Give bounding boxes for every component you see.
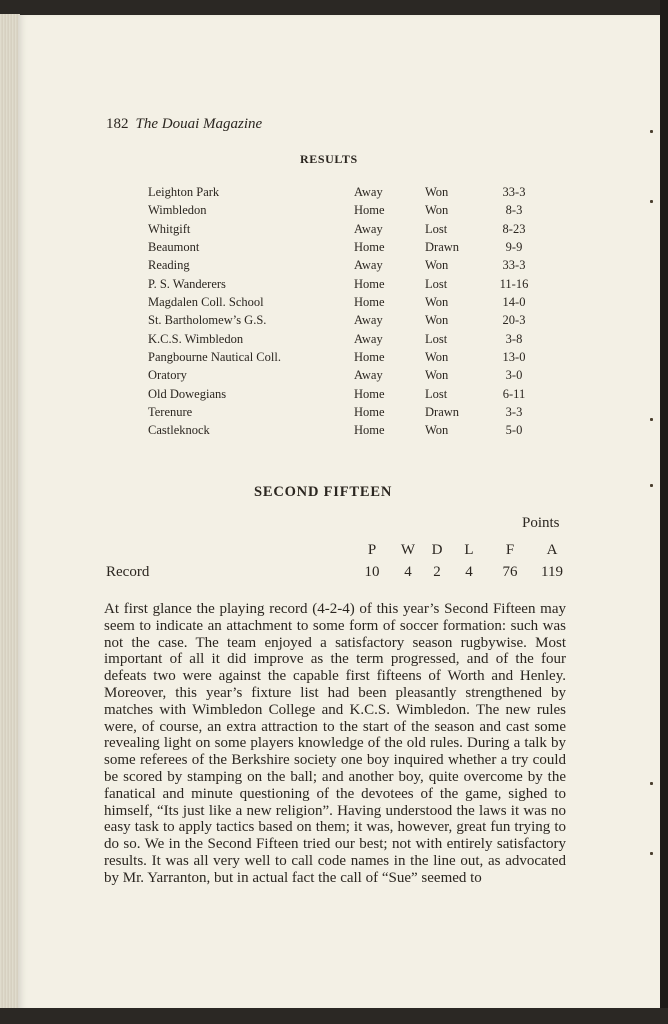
- team-name: Pangbourne Nautical Coll.: [148, 350, 281, 365]
- match-result: Won: [425, 368, 449, 383]
- score: 3-3: [505, 405, 523, 420]
- results-row: [148, 387, 548, 405]
- results-row: [148, 222, 548, 240]
- team-name: Magdalen Coll. School: [148, 295, 264, 310]
- results-table: [148, 185, 548, 442]
- record-column-header: A: [546, 542, 558, 558]
- results-row: [148, 203, 548, 221]
- venue: Home: [354, 386, 385, 401]
- venue: Home: [354, 203, 385, 218]
- score: 8-3: [505, 203, 523, 218]
- match-result: Lost: [425, 331, 448, 346]
- record-column-header: F: [505, 542, 515, 558]
- margin-mark: [650, 782, 653, 785]
- record-label: Record: [106, 564, 150, 580]
- venue: Home: [354, 276, 385, 291]
- score: 8-23: [502, 221, 526, 236]
- team-name: P. S. Wanderers: [148, 276, 226, 291]
- points-label: Points: [522, 515, 560, 531]
- match-result: Won: [425, 203, 449, 218]
- match-result: Won: [425, 295, 449, 310]
- team-name: Beaumont: [148, 240, 200, 255]
- results-row: [148, 350, 548, 368]
- score: 13-0: [502, 350, 526, 365]
- record-value: 4: [465, 564, 473, 580]
- team-name: Leighton Park: [148, 185, 220, 199]
- record-column-header: L: [464, 542, 474, 558]
- team-name: Wimbledon: [148, 203, 207, 218]
- record-values: [0, 564, 668, 584]
- score: 6-11: [502, 386, 526, 401]
- score: 3-0: [505, 368, 523, 383]
- score: 14-0: [502, 295, 526, 310]
- results-row: [148, 295, 548, 313]
- team-name: Old Dowegians: [148, 386, 227, 401]
- venue: Home: [354, 423, 385, 438]
- score: 33-3: [502, 185, 526, 199]
- venue: Away: [354, 185, 383, 199]
- score: 3-8: [505, 331, 523, 346]
- results-row: [148, 405, 548, 423]
- margin-mark: [650, 852, 653, 855]
- match-result: Won: [425, 185, 449, 199]
- results-row: [148, 332, 548, 350]
- match-result: Won: [425, 350, 449, 365]
- venue: Away: [354, 258, 383, 273]
- venue: Home: [354, 240, 385, 255]
- magazine-title: The Douai Magazine: [135, 116, 263, 132]
- record-value: 10: [364, 564, 380, 580]
- scan-top-border: [0, 0, 668, 16]
- match-result: Won: [425, 258, 449, 273]
- venue: Away: [354, 368, 383, 383]
- team-name: Terenure: [148, 405, 193, 420]
- body-paragraph: At first glance the playing record (4-2-4) of this year’s Second Fifteen may seem to indicate an attachment to some form of soccer formation: such was not the case. The team enjoyed a satisfactory season rugbywise. Most important of all it did improve as the term progressed, and of the four defeats two were against the capable first fifteens of Worth and Henley. Moreover, this year’s fixture list had been pleasantly strengthened by matches with Wimbledon College and K.C.S. Wimbledon. The new rules were, of course, an extra attraction to the start of the season and cast some revealing light on some players knowledge of the old rules. During a talk by some referees of the Berkshire society one boy inquired whether a try could be scored by stamping on the ball; and another boy, quite overcome by the fanatical and minute questioning of the devotees of the game, sighed to himself, “Its just like a new religion”. Having understood the laws it was no easy task to apply tactics based on them; it was, however, great fun trying to do so. We in the Second Fifteen tried our best; not with entirely satisfactory results. It was all very well to call code names in the line out, as advocated by Mr. Yarranton, but in actual fact the call of “Sue” seemed to: [104, 601, 566, 886]
- record-column-header: W: [400, 542, 416, 558]
- running-header: [106, 116, 262, 133]
- match-result: Won: [425, 313, 449, 328]
- venue: Home: [354, 405, 385, 420]
- record-value: 76: [502, 564, 518, 580]
- match-result: Drawn: [425, 405, 460, 420]
- results-row: [148, 277, 548, 295]
- second-fifteen-heading: SECOND FIFTEEN: [254, 484, 393, 500]
- results-row: [148, 423, 548, 441]
- team-name: Oratory: [148, 368, 187, 383]
- match-result: Lost: [425, 386, 448, 401]
- venue: Away: [354, 313, 383, 328]
- team-name: Castleknock: [148, 423, 210, 438]
- record-column-headers: [0, 542, 668, 562]
- results-row: [148, 185, 548, 203]
- venue: Away: [354, 221, 383, 236]
- match-result: Won: [425, 423, 449, 438]
- margin-mark: [650, 200, 653, 203]
- record-value: 4: [404, 564, 412, 580]
- score: 33-3: [502, 258, 526, 273]
- venue: Away: [354, 331, 383, 346]
- results-row: [148, 258, 548, 276]
- score: 20-3: [502, 313, 526, 328]
- scan-right-border: [660, 0, 668, 1024]
- results-row: [148, 368, 548, 386]
- record-value: 2: [433, 564, 441, 580]
- margin-mark: [650, 484, 653, 487]
- score: 11-16: [499, 276, 529, 291]
- margin-mark: [650, 130, 653, 133]
- team-name: St. Bartholomew’s G.S.: [148, 313, 267, 328]
- venue: Home: [354, 350, 385, 365]
- results-heading: RESULTS: [300, 152, 358, 166]
- venue: Home: [354, 295, 385, 310]
- team-name: Whitgift: [148, 221, 191, 236]
- page-number: 182: [106, 116, 129, 132]
- match-result: Lost: [425, 221, 448, 236]
- match-result: Lost: [425, 276, 448, 291]
- score: 5-0: [505, 423, 523, 438]
- score: 9-9: [505, 240, 523, 255]
- team-name: K.C.S. Wimbledon: [148, 331, 244, 346]
- results-row: [148, 313, 548, 331]
- results-row: [148, 240, 548, 258]
- match-result: Drawn: [425, 240, 460, 255]
- record-value: 119: [541, 564, 563, 580]
- record-column-header: D: [431, 542, 443, 558]
- scan-bottom-border: [0, 1008, 668, 1024]
- team-name: Reading: [148, 258, 190, 273]
- margin-mark: [650, 418, 653, 421]
- page-stack-edge: [0, 14, 20, 1010]
- record-column-header: P: [367, 542, 377, 558]
